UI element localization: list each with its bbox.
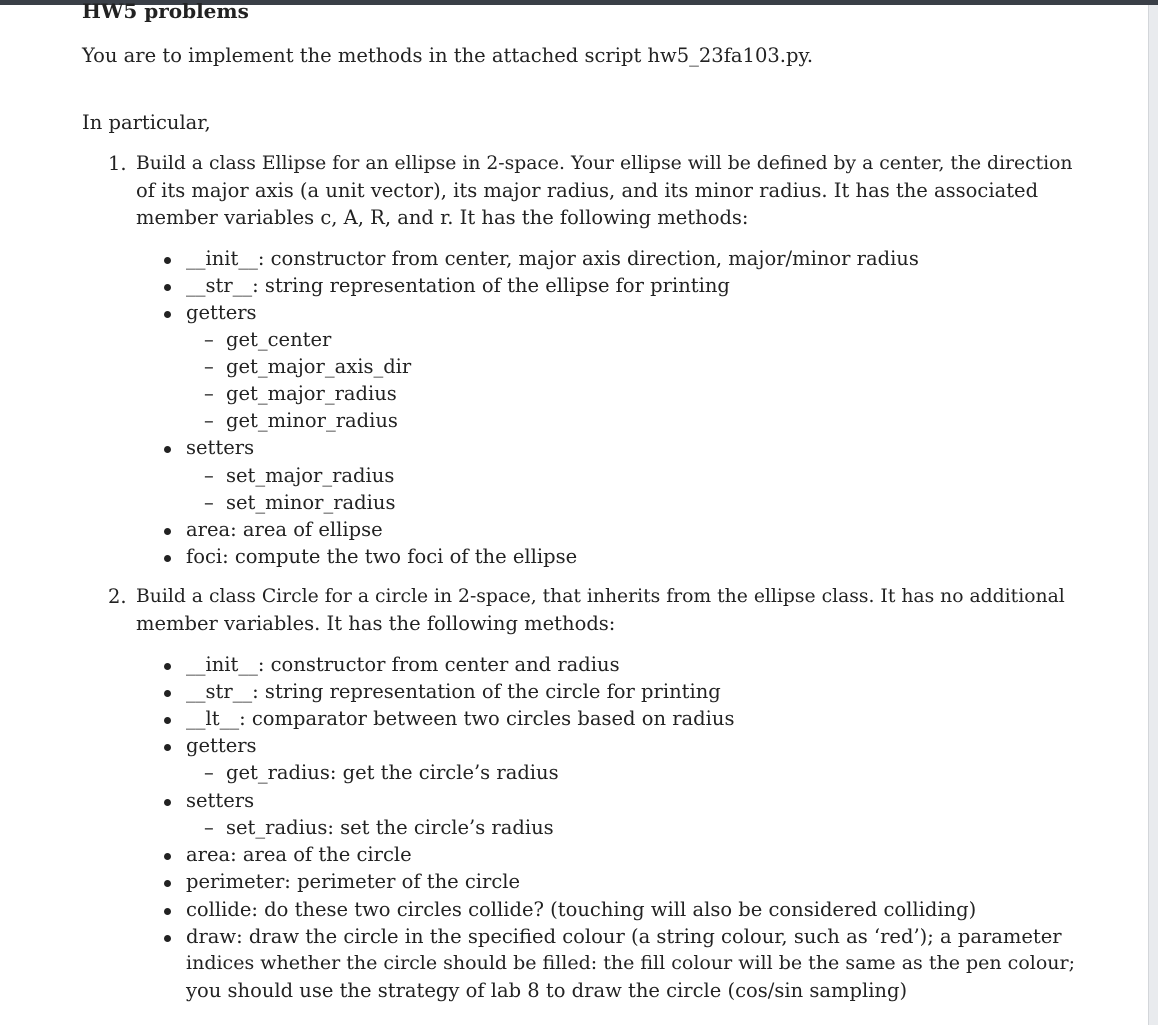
list-item: area: area of the circle [186, 843, 412, 866]
problem-1-line-1: Build a class Ellipse for an ellipse in 2-space. Your ellipse will be defined by a center, the direction [136, 153, 1073, 174]
bullet-dot [164, 446, 171, 453]
sub-item: get_radius: get the circle’s radius [226, 761, 559, 784]
bullet-dot [164, 744, 171, 751]
list-item: getters [186, 301, 257, 324]
page-title: HW5 problems [82, 0, 249, 23]
intro-text: You are to implement the methods in the attached script hw5_23fa103.py. [82, 44, 814, 67]
list-item: __str__: string representation of the ellipse for printing [186, 274, 730, 297]
bullet-dot [164, 690, 171, 697]
list-item: __init__: constructor from center, major axis direction, major/minor radius [186, 247, 919, 270]
bullet-dot [164, 717, 171, 724]
dash-marker: – [204, 761, 214, 784]
sub-item: set_major_radius [226, 464, 395, 487]
list-item: __init__: constructor from center and radius [186, 653, 620, 676]
bullet-dot [164, 284, 171, 291]
bullet-dot [164, 853, 171, 860]
list-item: __lt__: comparator between two circles based on radius [186, 707, 735, 730]
list-item: draw: draw the circle in the specified colour (a string colour, such as ‘red’); a parameter [186, 925, 1062, 948]
sub-item: get_major_radius [226, 382, 397, 405]
problem-2-line-1: Build a class Circle for a circle in 2-space, that inherits from the ellipse class. It has no additional [136, 586, 1065, 607]
problem-2-number: 2. [108, 585, 127, 608]
problem-1-line-3: member variables c, A, R, and r. It has the following methods: [136, 206, 749, 229]
list-item-continuation: indices whether the circle should be filled: the fill colour will be the same as the pen colour; [186, 952, 1075, 974]
bullet-dot [164, 528, 171, 535]
bullet-dot [164, 311, 171, 318]
bullet-dot [164, 880, 171, 887]
in-particular-text: In particular, [82, 111, 211, 134]
dash-marker: – [204, 382, 214, 405]
dash-marker: – [204, 491, 214, 514]
problem-1-line-2: of its major axis (a unit vector), its major radius, and its minor radius. It has the associated [136, 179, 1039, 202]
sub-item: get_major_axis_dir [226, 355, 412, 378]
bullet-dot [164, 663, 171, 670]
list-item: perimeter: perimeter of the circle [186, 870, 521, 893]
bullet-dot [164, 908, 171, 915]
list-item: collide: do these two circles collide? (touching will also be considered colliding) [186, 898, 977, 921]
bullet-dot [164, 555, 171, 562]
list-item: foci: compute the two foci of the ellipse [186, 545, 578, 568]
list-item: setters [186, 789, 255, 812]
dash-marker: – [204, 409, 214, 432]
dash-marker: – [204, 328, 214, 351]
dash-marker: – [204, 816, 214, 839]
sub-item: set_radius: set the circle’s radius [226, 816, 554, 839]
problem-1-number: 1. [108, 152, 127, 175]
bullet-dot [164, 257, 171, 264]
list-item-continuation: you should use the strategy of lab 8 to draw the circle (cos/sin sampling) [186, 979, 908, 1002]
list-item: __str__: string representation of the circle for printing [186, 680, 721, 703]
bullet-dot [164, 799, 171, 806]
viewer-scrollbar[interactable] [1148, 5, 1158, 1025]
list-item: setters [186, 436, 255, 459]
list-item: getters [186, 734, 257, 757]
sub-item: get_center [226, 328, 332, 351]
sub-item: get_minor_radius [226, 409, 398, 432]
dash-marker: – [204, 355, 214, 378]
problem-2-line-2: member variables. It has the following methods: [136, 612, 616, 635]
dash-marker: – [204, 464, 214, 487]
sub-item: set_minor_radius [226, 491, 396, 514]
list-item: area: area of ellipse [186, 518, 383, 541]
bullet-dot [164, 935, 171, 942]
